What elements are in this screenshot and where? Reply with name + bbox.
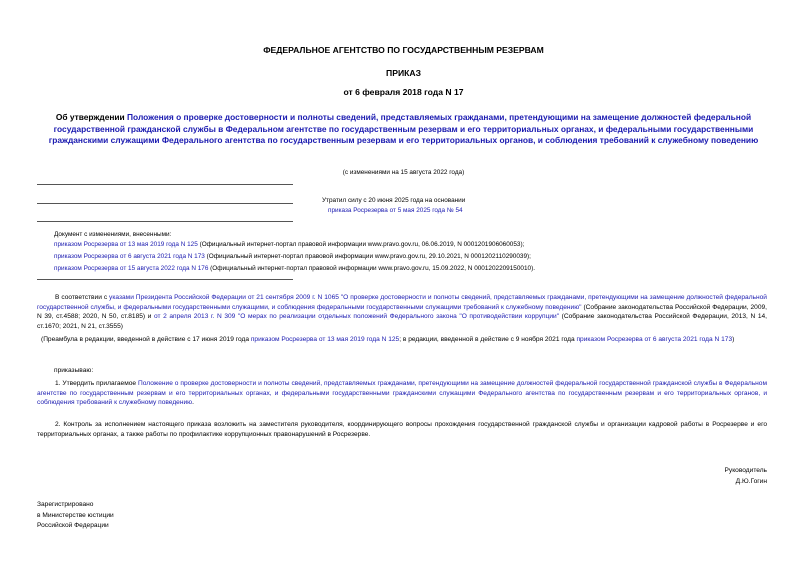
divider: [37, 279, 293, 280]
divider: [37, 184, 293, 185]
preamble-text: (Собрание законодательства Российской Федерации, 2013, N 14, ст.1670; 2021, N 21, ст.3555): [37, 313, 767, 330]
signature-role: Руководитель: [724, 467, 767, 474]
item-link[interactable]: Положение о проверке достоверности и полноты сведений, представляемых гражданами, претендующими на замещение должностей федеральной государственной гражданской службы в Федеральном агентстве по государственным резервам и его территориальных органах, и федеральными государственными гражданскими служащими Федерального агентства по государственным резервам и его территориальных органов, и соблюдения требований к служебному поведению: [37, 380, 767, 407]
preamble-edit-note: [37, 335, 767, 345]
preamble-text: (Собрание законодательства Российской Федерации, 2009, N 39, ст.4588; 2020, N 50, ст.8185) и: [37, 303, 767, 321]
expired-link[interactable]: приказа Росрезерва от 5 мая 2025 года № 54: [328, 207, 463, 214]
order-item-2: 2. Контроль за исполнением настоящего приказа возложить на заместителя руководителя, координирующего вопросы прохождения государственной гражданской службы и организации кадровой работы в Росрезерве и его территориальных органах, а также работы по профилактике коррупционных правонарушений в Росрезерве.: [37, 421, 767, 438]
registered-line: в Министерстве юстиции: [37, 512, 114, 519]
amendment-item: [54, 241, 784, 250]
amendment-item: [54, 253, 784, 262]
expired-text: Утратил силу с 20 июня 2025 года на основании: [322, 197, 466, 204]
divider: [37, 203, 293, 204]
order-word: приказываю:: [54, 367, 94, 374]
amendment-link[interactable]: приказом Росрезерва от 13 мая 2019 года N 125: [54, 241, 198, 248]
edit-text: (Преамбула в редакции, введенной в действие с 17 июня 2019 года: [41, 336, 251, 343]
edit-link[interactable]: приказом Росрезерва от 6 августа 2021 года N 173: [576, 336, 733, 343]
item-text: .: [192, 399, 194, 407]
amendment-text: (Официальный интернет-портал правовой информации www.pravo.gov.ru, 15.09.2022, N 0001202209150010).: [208, 265, 535, 272]
registered-line: Российской Федерации: [37, 522, 109, 529]
registered-line: Зарегистрировано: [37, 501, 94, 508]
amendment-item: [54, 265, 784, 274]
amendments-heading: Документ с изменениями, внесенными:: [54, 231, 172, 238]
title-link[interactable]: Положения о проверке достоверности и полноты сведений, представляемых гражданами, претендующими на замещение должностей федеральной государственной гражданской службы в Федеральном агентстве по государственным резервам и его территориальных органах, и федеральными государственными гражданскими служащими Федерального агентства по государственным резервам и его территориальных органов, и соблюдения требований к служебному поведению: [48, 112, 759, 146]
edit-link[interactable]: приказом Росрезерва от 13 мая 2019 года N 125: [250, 336, 400, 343]
amendment-text: (Официальный интернет-портал правовой информации www.pravo.gov.ru, 06.06.2019, N 0001201906060053);: [197, 241, 525, 248]
order-item-1: [37, 379, 767, 408]
amendment-text: (Официальный интернет-портал правовой информации www.pravo.gov.ru, 29.10.2021, N 0001202110290039);: [204, 253, 531, 260]
agency-name: ФЕДЕРАЛЬНОЕ АГЕНТСТВО ПО ГОСУДАРСТВЕННЫМ РЕЗЕРВАМ: [263, 45, 544, 55]
signature-name: Д.Ю.Гогин: [735, 478, 767, 485]
item-text: 1. Утвердить прилагаемое: [55, 380, 139, 387]
preamble-link[interactable]: от 2 апреля 2013 г. N 309 "О мерах по реализации отдельных положений Федерального закона "О противодействии коррупции": [153, 313, 560, 321]
doc-date: от 6 февраля 2018 года N 17: [343, 87, 464, 97]
edit-text: ): [732, 336, 735, 343]
amendment-link[interactable]: приказом Росрезерва от 15 августа 2022 года N 176: [54, 265, 209, 272]
preamble-text: В соответствии с: [55, 294, 110, 301]
doc-type: ПРИКАЗ: [386, 68, 421, 78]
divider: [37, 221, 293, 222]
preamble: [37, 293, 767, 331]
amendment-link[interactable]: приказом Росрезерва от 6 августа 2021 года N 173: [54, 253, 205, 260]
changes-note: (с изменениями на 15 августа 2022 года): [342, 169, 465, 176]
doc-title: [30, 112, 777, 147]
preamble-link[interactable]: указами Президента Российской Федерации от 21 сентября 2009 г. N 1065 "О проверке достоверности и полноты сведений, представляемых гражданами, претендующими на замещение должностей федеральной государственной службы, и федеральными государственными служащими, и соблюдения федеральными государственными служащими требований к служебному поведению": [37, 294, 767, 311]
edit-text: ; в редакции, введенной в действие с 9 ноября 2021 года: [399, 336, 577, 343]
title-prefix: Об утверждении: [55, 112, 128, 122]
